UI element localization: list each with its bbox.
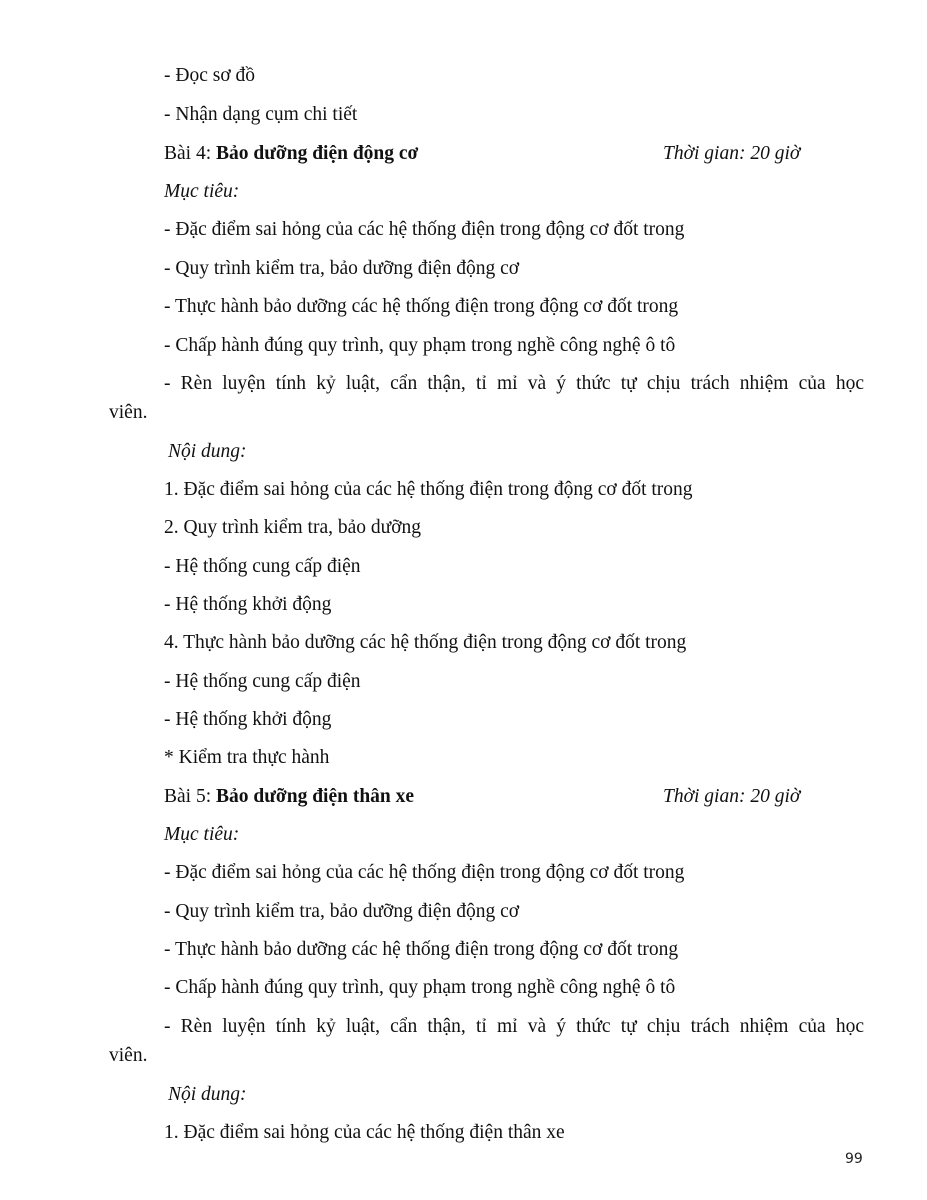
lesson-4-content-1: 1. Đặc điểm sai hỏng của các hệ thống điện trong động cơ đốt trong [164, 479, 693, 500]
lesson-4-objective-5-continued: viên. [109, 402, 148, 423]
lesson-4-content-4: 4. Thực hành bảo dưỡng các hệ thống điện trong động cơ đốt trong [164, 632, 687, 653]
lesson-4-objective-3: - Thực hành bảo dưỡng các hệ thống điện trong động cơ đốt trong [164, 296, 679, 317]
lesson-5-objective-1: - Đặc điểm sai hỏng của các hệ thống điện trong động cơ đốt trong [164, 862, 685, 883]
lesson-5-content-label: Nội dung: [168, 1084, 247, 1105]
lesson-5-objectives-label: Mục tiêu: [164, 824, 240, 845]
lesson-4-objective-1: - Đặc điểm sai hỏng của các hệ thống điện trong động cơ đốt trong [164, 219, 685, 240]
lesson-5-objective-4: - Chấp hành đúng quy trình, quy phạm trong nghề công nghệ ô tô [164, 977, 676, 998]
lesson-4-content-4-item-2: - Hệ thống khởi động [164, 709, 332, 730]
lesson-5-heading [164, 785, 414, 809]
page-number: 99 [845, 1151, 863, 1167]
lesson-4-content-2: 2. Quy trình kiểm tra, bảo dưỡng [164, 517, 422, 538]
lesson-4-title: Bảo dưỡng điện động cơ [216, 143, 419, 164]
lesson-5-content-1: 1. Đặc điểm sai hỏng của các hệ thống điện thân xe [164, 1122, 565, 1143]
lesson-4-objective-2: - Quy trình kiểm tra, bảo dưỡng điện động cơ [164, 258, 520, 279]
lesson-4-heading [164, 142, 418, 166]
lesson-5-objective-3: - Thực hành bảo dưỡng các hệ thống điện trong động cơ đốt trong [164, 939, 679, 960]
bullet-identify-assembly: - Nhận dạng cụm chi tiết [164, 104, 358, 125]
lesson-4-objectives-label: Mục tiêu: [164, 181, 240, 202]
lesson-5-objective-2: - Quy trình kiểm tra, bảo dưỡng điện động cơ [164, 901, 520, 922]
lesson-5-objective-5-continued: viên. [109, 1045, 148, 1066]
lesson-5-objective-5: - Rèn luyện tính kỷ luật, cẩn thận, tỉ mỉ và ý thức tự chịu trách nhiệm của học [164, 1016, 864, 1037]
bullet-read-diagram: - Đọc sơ đồ [164, 65, 256, 86]
lesson-4-practical-test: * Kiểm tra thực hành [164, 747, 330, 768]
lesson-4-content-label: Nội dung: [168, 441, 247, 462]
lesson-4-duration: Thời gian: 20 giờ [663, 143, 801, 164]
lesson-4-content-4-item-1: - Hệ thống cung cấp điện [164, 671, 361, 692]
lesson-4-content-2-item-2: - Hệ thống khởi động [164, 594, 332, 615]
lesson-5-duration: Thời gian: 20 giờ [663, 786, 801, 807]
lesson-5-title: Bảo dưỡng điện thân xe [216, 786, 415, 807]
lesson-4-prefix: Bài 4: [164, 143, 216, 164]
lesson-4-objective-5: - Rèn luyện tính kỷ luật, cẩn thận, tỉ mỉ và ý thức tự chịu trách nhiệm của học [164, 373, 864, 394]
lesson-5-prefix: Bài 5: [164, 786, 216, 807]
lesson-4-objective-4: - Chấp hành đúng quy trình, quy phạm trong nghề công nghệ ô tô [164, 335, 676, 356]
lesson-4-content-2-item-1: - Hệ thống cung cấp điện [164, 556, 361, 577]
